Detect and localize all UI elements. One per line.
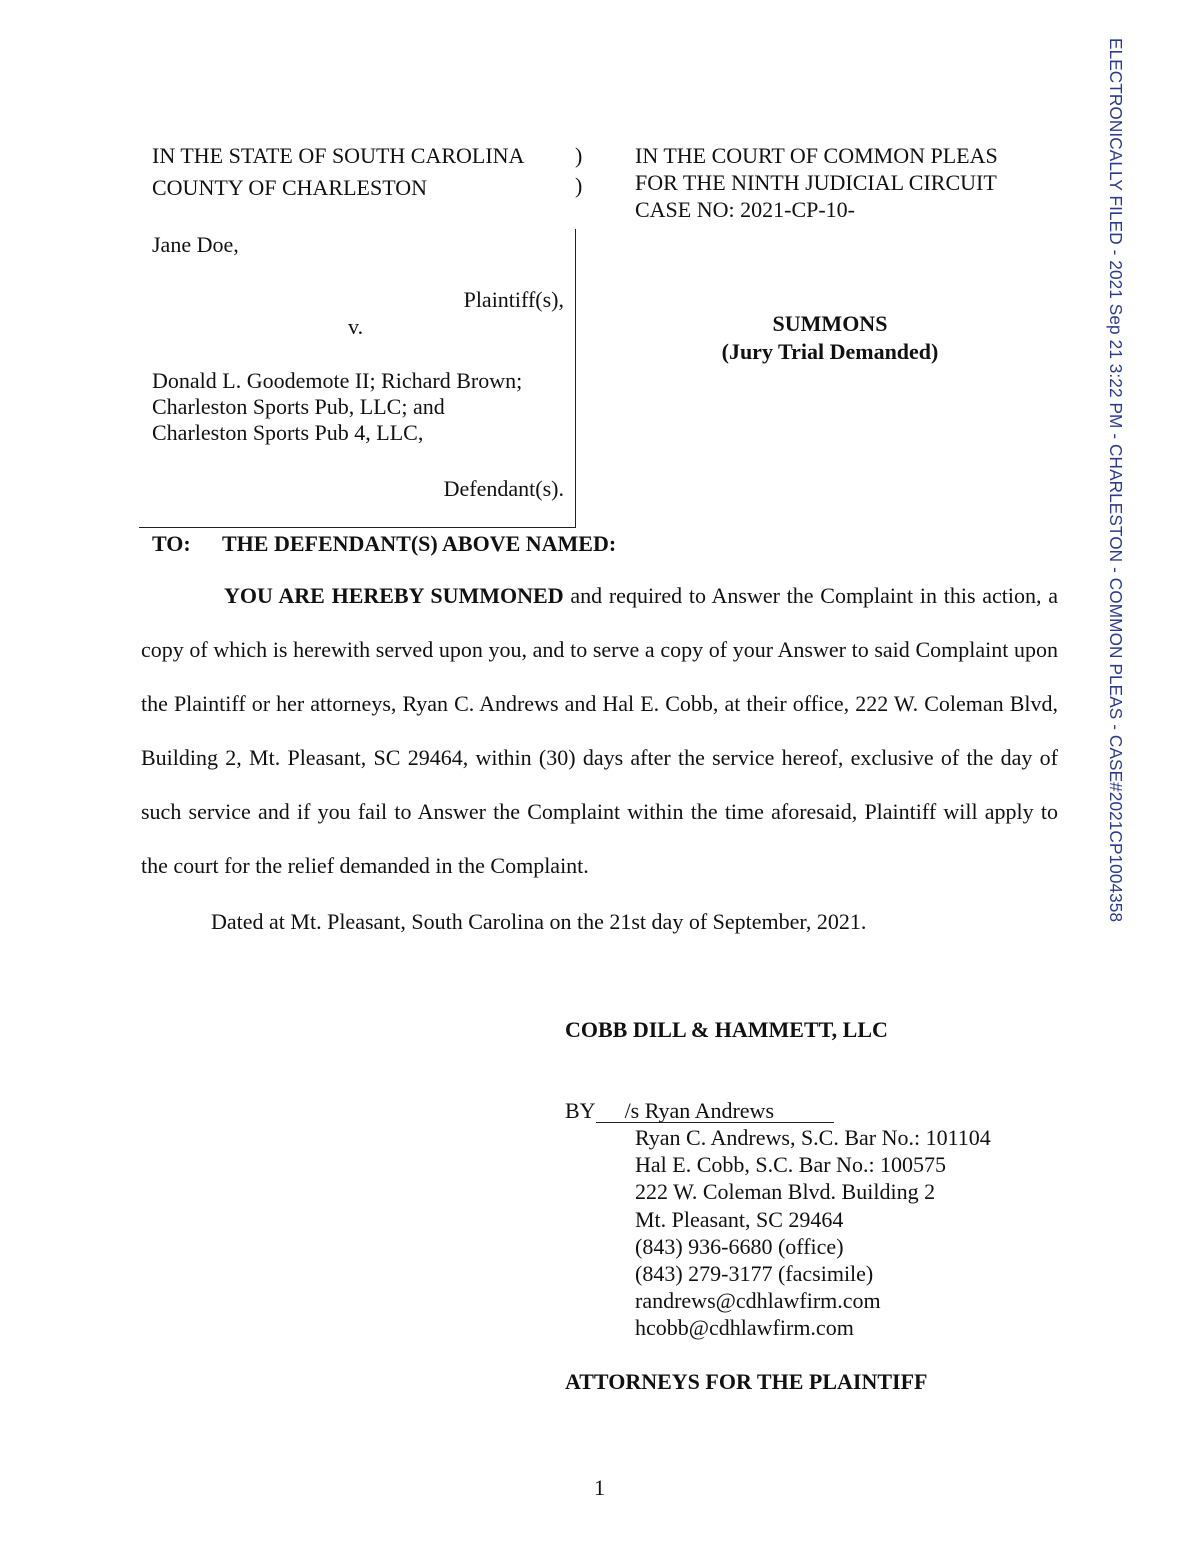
caption-court: IN THE COURT OF COMMON PLEAS [635, 143, 998, 168]
caption-horizontal-rule [139, 527, 576, 528]
defendant-label: Defendant(s). [443, 476, 564, 501]
attorney-detail-line: Ryan C. Andrews, S.C. Bar No.: 101104 [635, 1125, 991, 1150]
attorney-detail-line: (843) 936-6680 (office) [635, 1233, 844, 1259]
caption-vertical-rule [575, 229, 576, 528]
signature-by [565, 1097, 834, 1124]
by-label: BY [565, 1098, 596, 1123]
electronic-filing-stamp: ELECTRONICALLY FILED - 2021 Sep 21 3:22 PM - CHARLESTON - COMMON PLEAS - CASE#2021CP1004358 [1106, 38, 1126, 923]
caption-circuit: FOR THE NINTH JUDICIAL CIRCUIT [635, 170, 997, 195]
to-label: TO: [152, 531, 191, 556]
signature-line: /s Ryan Andrews [596, 1100, 834, 1123]
summons-body [141, 569, 1058, 893]
firm-name: COBB DILL & HAMMETT, LLC [565, 1017, 888, 1042]
caption-case-no: CASE NO: 2021-CP-10- [635, 197, 856, 222]
attorneys-for: ATTORNEYS FOR THE PLAINTIFF [565, 1369, 928, 1394]
attorney-email-line: hcobb@cdhlawfirm.com [635, 1315, 854, 1341]
summons-lead: YOU ARE HEREBY SUMMONED [224, 583, 564, 608]
versus: v. [348, 314, 364, 339]
caption-paren: ) [575, 173, 583, 198]
summons-title: SUMMONS [772, 311, 888, 336]
plaintiff-label: Plaintiff(s), [463, 287, 564, 312]
defendant-line: Charleston Sports Pub, LLC; and [152, 394, 445, 419]
caption-state: IN THE STATE OF SOUTH CAROLINA [152, 143, 525, 168]
to-text: THE DEFENDANT(S) ABOVE NAMED: [222, 531, 617, 556]
summons-body-text: and required to Answer the Complaint in this action, a copy of which is herewith served upon you, and to serve a copy of your Answer to said Complaint upon the Plaintiff or her attorneys, Ryan C. Andrews and Hal E. Cobb, at their office, 222 W. Coleman Blvd, Building 2, Mt. Pleasant, SC 29464, within (30) days after the service hereof, exclusive of the day of such service and if you fail to Answer the Complaint within the time aforesaid, Plaintiff will apply to the court for the relief demanded in the Complaint. [141, 583, 1058, 878]
defendant-line: Charleston Sports Pub 4, LLC, [152, 420, 424, 445]
attorney-email-line: randrews@cdhlawfirm.com [635, 1288, 881, 1314]
summons-subtitle: (Jury Trial Demanded) [721, 339, 939, 364]
caption-paren: ) [575, 143, 583, 168]
attorney-detail-line: (843) 279-3177 (facsimile) [635, 1261, 874, 1287]
attorney-detail-line: Mt. Pleasant, SC 29464 [635, 1206, 844, 1232]
defendant-line: Donald L. Goodemote II; Richard Brown; [152, 368, 523, 393]
dated-line: Dated at Mt. Pleasant, South Carolina on the 21st day of September, 2021. [211, 909, 867, 934]
attorney-detail-line: Hal E. Cobb, S.C. Bar No.: 100575 [635, 1152, 947, 1178]
plaintiff-name: Jane Doe, [152, 232, 239, 257]
caption-county: COUNTY OF CHARLESTON [152, 175, 428, 200]
attorney-detail-line: 222 W. Coleman Blvd. Building 2 [635, 1179, 936, 1205]
attorney-details [635, 1124, 991, 1342]
page-number: 1 [594, 1475, 605, 1500]
